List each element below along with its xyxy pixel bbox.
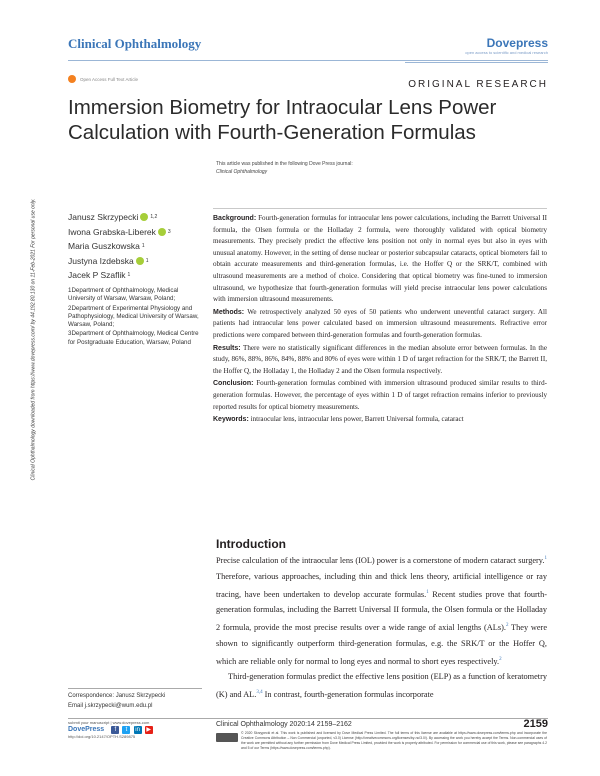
citation-link[interactable]: 1 <box>544 556 547 561</box>
orcid-icon[interactable] <box>158 228 166 236</box>
author-name: Maria Guszkowska <box>68 241 140 251</box>
open-access-text: Open Access Full Text Article <box>80 76 138 82</box>
article-type: ORIGINAL RESEARCH <box>408 79 548 90</box>
footer-citation: Clinical Ophthalmology 2020:14 2159–2162 <box>216 721 352 728</box>
author[interactable] <box>68 225 171 240</box>
author-name: Jacek P Szaflik <box>68 270 126 280</box>
affiliation: 3Department of Ophthalmology, Medical Centre for Postgraduate Education, Warsaw, Poland <box>68 330 199 346</box>
author[interactable] <box>68 210 171 225</box>
abstract-background: Background: Fourth-generation formulas for intraocular lens power calculations, including the Barrett Universal II formula, the Olsen formula or the Holladay 2 formula, were thoroughly validated with optical biometry measurements. They precisely predict the effective lens position not only in normal eyes but also in eyes with unusual anatomy. However, in the setting of dense nuclear or posterior subcapsular cataracts, optical biometers fail to obtain accurate measurements and third-generation formulas, i.e. the Hoffer Q or the SRK/T, combined with ultrasound measurements are a method of choice. Considering that optical biometry was fine-tuned to immersion ultrasound, we hypothesize that fourth-generation formulas will yield precise intraocular lens power calculations with immersion ultrasound measurements. <box>213 214 547 304</box>
doi-link[interactable]: http://doi.org/10.2147/OPTH.S289875 <box>68 734 136 739</box>
orcid-icon[interactable] <box>140 213 148 221</box>
affiliation-list <box>68 287 202 348</box>
author[interactable] <box>68 268 171 283</box>
correspondence-email[interactable]: Email j.skrzypecki@wum.edu.pl <box>68 703 153 709</box>
affiliation: 1Department of Ophthalmology, Medical University of Warsaw, Warsaw, Poland; <box>68 287 179 303</box>
author-affiliation-ref: 3 <box>167 228 171 235</box>
dovepress-logo[interactable]: DovePress <box>68 726 105 734</box>
section-heading: Introduction <box>216 537 286 551</box>
citation-link[interactable]: 1 <box>426 589 429 595</box>
license-text: © 2020 Skrzypecki et al. This work is published and licensed by Dove Medical Press Limited. The full terms of this license are available at https://www.dovepress.com/terms.php and incorporate the Creative Commons Attribution – Non Commercial (unported, v3.0) License (http://creativecommons.org/licenses/by-nc/3.0/). By accessing the work you hereby accept the Terms. Non-commercial uses of the work are permitted without any further permission from Dove Medical Press Limited, provided the work is properly attributed. For permission for commercial use of this work, please see paragraphs 4.2 and 5 of our Terms (https://www.dovepress.com/terms.php). <box>241 731 547 750</box>
paragraph: Third-generation formulas predict the effective lens position (ELP) as a function of keratometry (K) and AL.$^{3,4}$ In contrast, fourth-generation formulas incorporate <box>216 672 547 700</box>
abstract <box>213 208 547 427</box>
citation-link[interactable]: 2 <box>499 656 502 662</box>
author-affiliation-ref: 1 <box>127 272 131 278</box>
publisher-logo[interactable]: Dovepress <box>486 36 548 50</box>
linkedin-icon[interactable]: in <box>135 727 140 733</box>
header-rule <box>68 60 548 61</box>
cc-license-icon[interactable] <box>216 733 238 742</box>
download-sidebar <box>26 160 36 520</box>
twitter-icon[interactable]: t <box>122 726 130 734</box>
header-rule-secondary <box>405 62 548 63</box>
open-access-label <box>68 75 138 83</box>
correspondence-author: Correspondence: Janusz Skrzypecki <box>68 693 166 699</box>
abstract-conclusion: Conclusion: Fourth-generation formulas combined with immersion ultrasound produced similar results to third-generation formulas. However, the percentage of eyes within 1 D of target refraction remains inferior to previously reported results for optical biometry measurements. <box>213 379 547 411</box>
author-name: Janusz Skrzypecki <box>68 212 139 222</box>
affiliation: 2Department of Experimental Physiology and Pathophysiology, Medical University of Warsaw, Warsaw, Poland; <box>68 304 199 329</box>
author-affiliation-ref: 1,2 <box>150 214 158 220</box>
youtube-icon[interactable]: ▶ <box>146 727 152 733</box>
facebook-icon[interactable]: f <box>111 726 119 734</box>
article-title: Immersion Biometry for Intraocular Lens Power Calculation with Fourth-Generation Formulas <box>68 96 497 144</box>
author-name: Justyna Izdebska <box>68 255 134 266</box>
footer-left <box>68 720 202 740</box>
author-name: Iwona Grabska-Liberek <box>68 226 156 237</box>
publication-note <box>216 160 353 176</box>
author[interactable] <box>68 239 171 254</box>
correspondence <box>68 688 202 711</box>
journal-name: Clinical Ophthalmology <box>68 36 202 51</box>
footer-rule <box>68 718 548 719</box>
open-access-icon <box>68 75 76 83</box>
abstract-keywords: Keywords: intraocular lens, intraocular lens power, Barrett Universal formula, cataract <box>213 415 464 424</box>
orcid-icon[interactable] <box>136 257 144 265</box>
citation-link[interactable]: 2 <box>505 623 509 629</box>
page-number: 2159 <box>523 718 548 730</box>
publication-note-line: This article was published in the following Dove Press journal: <box>216 161 353 167</box>
author[interactable] <box>68 254 171 269</box>
introduction-body <box>216 551 547 703</box>
publisher-tagline: open access to scientific and medical research <box>465 50 548 55</box>
citation-link[interactable]: 3,4 <box>256 690 263 696</box>
publication-note-journal: Clinical Ophthalmology <box>216 169 268 175</box>
submit-link[interactable]: submit your manuscript | www.dovepress.com <box>68 720 150 725</box>
download-notice: Clinical Ophthalmology downloaded from https://www.dovepress.com/ by 44.192.80.130 on 11-Feb-2021 For personal use only. <box>30 198 37 481</box>
paragraph: Precise calculation of the intraocular lens (IOL) power is a cornerstone of modern cataract surgery.$^1$ Therefore, various approaches, including thin and thick lens theory, artificial intelligence or ray tracing, have been undertaken to develop accurate formulas.$^1$ Recent studies prove that fourth-generation formulas, including the Barrett Universal II formula, the Olsen formula or the Holladay 2 formula, provide the most precise results over a wide range of axial lengths (ALs).$^2$ They were shown to significantly outperform third-generation formulas, e.g. the SRK/T or the Hoffer Q, which are reliable only for normal to long eyes and normal to short eyes respectively.$^2$ <box>216 555 548 666</box>
author-list <box>68 210 171 283</box>
author-affiliation-ref: 1 <box>145 257 149 264</box>
abstract-results: Results: There were no statistically significant differences in the median absolute error between formulas. In the study, 86%, 88%, 86%, 84%, 88% and 80% of eyes were within 1 D of target refraction for the SRK/T, the Barrett II, the Hoffer Q, the Holladay 1, the Holladay 2 and the Olsen formula respectively. <box>213 343 547 375</box>
footer-brand-row <box>68 726 202 734</box>
author-affiliation-ref: 1 <box>141 243 145 249</box>
abstract-methods: Methods: We retrospectively analyzed 50 eyes of 50 patients who underwent uneventful cataract surgery. All patients had intraocular lens power calculated based on immersion ultrasound measurements. Refractive error predictions were compared between third-generation formulas and fourth-generation formulas. <box>213 307 547 339</box>
